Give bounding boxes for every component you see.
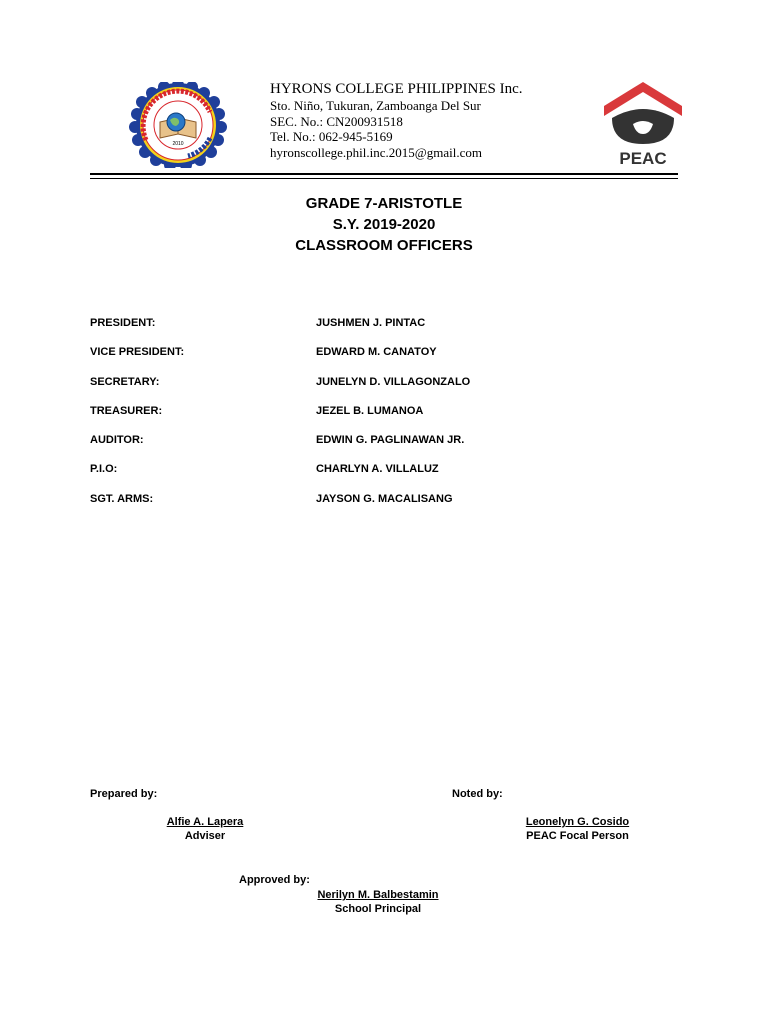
officer-name: CHARLYN A. VILLALUZ <box>316 463 439 476</box>
officer-position: SGT. ARMS: <box>90 492 154 505</box>
officer-position: VICE PRESIDENT: <box>90 346 185 359</box>
grade-section-title: GRADE 7-ARISTOTLE <box>305 195 463 212</box>
peac-focal-name: Leonelyn G. Cosido <box>525 816 630 828</box>
school-year-title: S.Y. 2019-2020 <box>332 216 436 233</box>
officer-position: AUDITOR: <box>90 434 144 447</box>
officer-name: JUSHMEN J. PINTAC <box>316 317 426 329</box>
adviser-name: Alfie A. Lapera <box>166 816 244 828</box>
approved-by-label: Approved by: <box>239 874 310 886</box>
principal-name: Nerilyn M. Balbestamin <box>317 889 439 901</box>
officer-position: SECRETARY: <box>90 375 160 388</box>
svg-text:2010: 2010 <box>172 141 184 147</box>
header-divider-thick <box>90 173 678 175</box>
sec-number: SEC. No.: CN200931518 <box>270 113 403 129</box>
officer-row <box>90 376 650 405</box>
peac-logo <box>600 78 686 170</box>
officer-row <box>90 346 650 375</box>
prepared-by-label: Prepared by: <box>90 788 158 800</box>
officer-position: P.I.O: <box>90 463 118 476</box>
approved-by-signatory <box>298 888 458 916</box>
principal-role: School Principal <box>334 903 422 915</box>
officer-name: EDWIN G. PAGLINAWAN JR. <box>316 434 465 447</box>
officer-row <box>90 493 650 522</box>
officer-row <box>90 405 650 434</box>
officer-row <box>90 317 650 346</box>
noted-by-signatory <box>505 815 650 843</box>
officer-name: JUNELYN D. VILLAGONZALO <box>316 375 471 388</box>
officer-name: EDWARD M. CANATOY <box>316 346 437 359</box>
school-address: Sto. Niño, Tukuran, Zamboanga Del Sur <box>270 98 481 113</box>
school-seal-logo <box>118 82 238 168</box>
school-name: HYRONS COLLEGE PHILIPPINES Inc. <box>270 81 523 97</box>
email-address: hyronscollege.phil.inc.2015@gmail.com <box>270 144 482 160</box>
officer-position: PRESIDENT: <box>90 317 156 329</box>
header-divider-thin <box>90 178 678 179</box>
noted-by-label: Noted by: <box>452 788 503 800</box>
officer-name: JAYSON G. MACALISANG <box>316 492 453 505</box>
officer-row <box>90 463 650 492</box>
telephone-number: Tel. No.: 062-945-5169 <box>270 129 393 144</box>
school-header <box>270 80 523 160</box>
peac-focal-role: PEAC Focal Person <box>526 830 629 842</box>
officer-row <box>90 434 650 463</box>
adviser-role: Adviser <box>184 830 226 842</box>
prepared-by-signatory <box>140 815 270 843</box>
officers-list <box>90 317 650 522</box>
officer-position: TREASURER: <box>90 404 163 417</box>
svg-text:PEAC: PEAC <box>619 149 667 168</box>
document-title: CLASSROOM OFFICERS <box>295 237 473 254</box>
officer-name: JEZEL B. LUMANOA <box>316 404 424 417</box>
